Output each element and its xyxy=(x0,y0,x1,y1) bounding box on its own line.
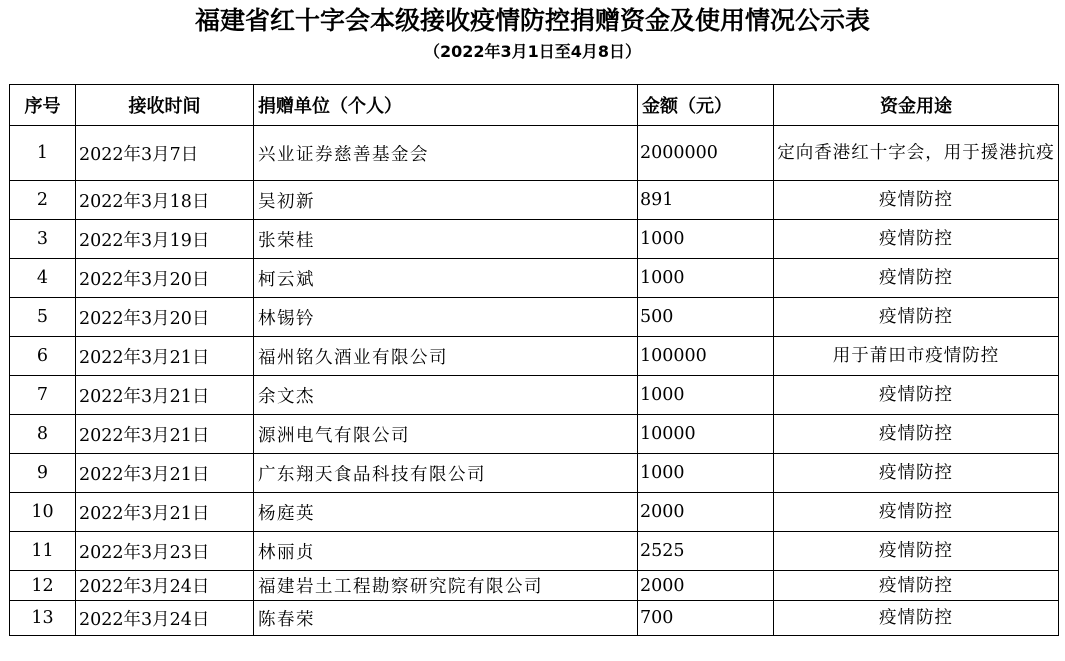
table-row xyxy=(10,298,1059,337)
fund-use: 疫情防控 xyxy=(774,571,1059,601)
donation-amount: 891 xyxy=(638,181,774,220)
receive-date: 2022年3月18日 xyxy=(76,181,254,220)
fund-use: 疫情防控 xyxy=(774,454,1059,493)
fund-use: 疫情防控 xyxy=(774,601,1059,636)
row-number: 11 xyxy=(10,532,76,571)
donor-name: 福建岩土工程勘察研究院有限公司 xyxy=(254,571,638,601)
row-number: 6 xyxy=(10,337,76,376)
donation-amount: 2000000 xyxy=(638,126,774,181)
table-row xyxy=(10,415,1059,454)
donor-name: 林丽贞 xyxy=(254,532,638,571)
donation-amount: 10000 xyxy=(638,415,774,454)
donation-amount: 100000 xyxy=(638,337,774,376)
row-number: 1 xyxy=(10,126,76,181)
row-number: 12 xyxy=(10,571,76,601)
page-title: 福建省红十字会本级接收疫情防控捐赠资金及使用情况公示表 xyxy=(194,6,870,35)
table-header-row xyxy=(10,85,1059,126)
table-row xyxy=(10,532,1059,571)
donation-amount: 2525 xyxy=(638,532,774,571)
fund-use: 疫情防控 xyxy=(774,376,1059,415)
donation-amount: 1000 xyxy=(638,454,774,493)
table-row xyxy=(10,181,1059,220)
receive-date: 2022年3月21日 xyxy=(76,493,254,532)
donation-amount: 2000 xyxy=(638,493,774,532)
fund-use: 疫情防控 xyxy=(774,181,1059,220)
row-number: 8 xyxy=(10,415,76,454)
receive-date: 2022年3月24日 xyxy=(76,601,254,636)
column-header-amount: 金额（元） xyxy=(638,85,774,126)
table-row xyxy=(10,454,1059,493)
fund-use: 疫情防控 xyxy=(774,259,1059,298)
table-row xyxy=(10,126,1059,181)
row-number: 10 xyxy=(10,493,76,532)
donor-name: 源洲电气有限公司 xyxy=(254,415,638,454)
table-row xyxy=(10,493,1059,532)
receive-date: 2022年3月21日 xyxy=(76,454,254,493)
receive-date: 2022年3月21日 xyxy=(76,376,254,415)
column-header-donor: 捐赠单位（个人） xyxy=(254,85,638,126)
donation-amount: 1000 xyxy=(638,220,774,259)
column-header-use: 资金用途 xyxy=(774,85,1059,126)
table-row xyxy=(10,376,1059,415)
donor-name: 福州铭久酒业有限公司 xyxy=(254,337,638,376)
donation-amount: 2000 xyxy=(638,571,774,601)
receive-date: 2022年3月24日 xyxy=(76,571,254,601)
row-number: 7 xyxy=(10,376,76,415)
table-row xyxy=(10,337,1059,376)
row-number: 5 xyxy=(10,298,76,337)
receive-date: 2022年3月19日 xyxy=(76,220,254,259)
fund-use: 疫情防控 xyxy=(774,298,1059,337)
donor-name: 余文杰 xyxy=(254,376,638,415)
row-number: 2 xyxy=(10,181,76,220)
table-row xyxy=(10,601,1059,636)
donor-name: 张荣桂 xyxy=(254,220,638,259)
fund-use: 疫情防控 xyxy=(774,532,1059,571)
receive-date: 2022年3月7日 xyxy=(76,126,254,181)
fund-use: 用于莆田市疫情防控 xyxy=(774,337,1059,376)
fund-use: 疫情防控 xyxy=(774,493,1059,532)
fund-use: 定向香港红十字会，用于援港抗疫 xyxy=(774,126,1059,181)
donation-amount: 700 xyxy=(638,601,774,636)
column-header-no: 序号 xyxy=(10,85,76,126)
donor-name: 吴初新 xyxy=(254,181,638,220)
receive-date: 2022年3月23日 xyxy=(76,532,254,571)
table-row xyxy=(10,220,1059,259)
donation-table xyxy=(9,84,1059,636)
donation-amount: 1000 xyxy=(638,376,774,415)
page-subtitle: （2022年3月1日至4月8日） xyxy=(423,42,642,61)
donor-name: 杨庭英 xyxy=(254,493,638,532)
donation-amount: 500 xyxy=(638,298,774,337)
receive-date: 2022年3月20日 xyxy=(76,259,254,298)
fund-use: 疫情防控 xyxy=(774,415,1059,454)
column-header-date: 接收时间 xyxy=(76,85,254,126)
donor-name: 林锡钤 xyxy=(254,298,638,337)
donor-name: 广东翔天食品科技有限公司 xyxy=(254,454,638,493)
table-row xyxy=(10,571,1059,601)
row-number: 13 xyxy=(10,601,76,636)
table-row xyxy=(10,259,1059,298)
donor-name: 兴业证券慈善基金会 xyxy=(254,126,638,181)
row-number: 3 xyxy=(10,220,76,259)
row-number: 4 xyxy=(10,259,76,298)
row-number: 9 xyxy=(10,454,76,493)
fund-use: 疫情防控 xyxy=(774,220,1059,259)
donor-name: 陈春荣 xyxy=(254,601,638,636)
receive-date: 2022年3月20日 xyxy=(76,298,254,337)
receive-date: 2022年3月21日 xyxy=(76,415,254,454)
donation-amount: 1000 xyxy=(638,259,774,298)
donor-name: 柯云斌 xyxy=(254,259,638,298)
receive-date: 2022年3月21日 xyxy=(76,337,254,376)
